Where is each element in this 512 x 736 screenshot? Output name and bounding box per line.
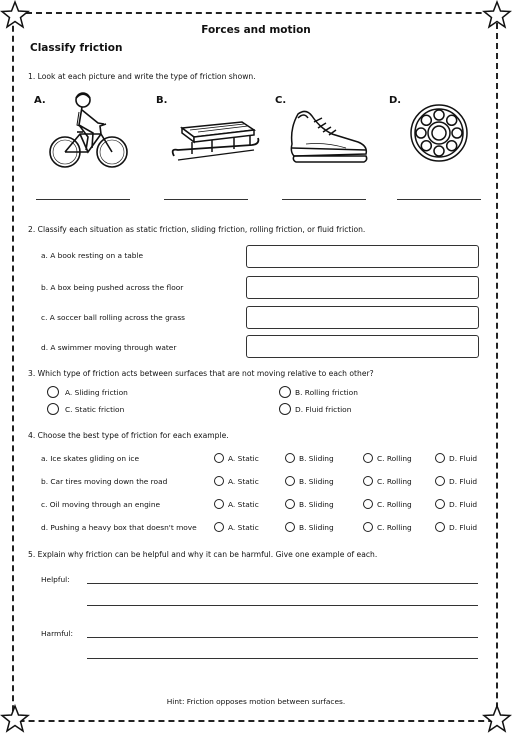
q4-c-radio-static[interactable]: [214, 499, 224, 509]
harmful-label: Harmful:: [41, 629, 74, 638]
q4-choice-label: C. Rolling: [377, 477, 412, 486]
q3-option-c: C. Static friction: [65, 405, 125, 414]
question-2-prompt: 2. Classify each situation as static friction, sliding friction, rolling friction, or fluid friction.: [28, 225, 366, 234]
q4-choice-label: A. Static: [228, 523, 259, 532]
q3-radio-c[interactable]: [47, 403, 59, 415]
q4-b-radio-static[interactable]: [214, 476, 224, 486]
q4-item-d: d. Pushing a heavy box that doesn't move: [41, 523, 197, 532]
q4-d-radio-fluid[interactable]: [435, 522, 445, 532]
q3-radio-a[interactable]: [47, 386, 59, 398]
q4-a-radio-fluid[interactable]: [435, 453, 445, 463]
q3-option-d: D. Fluid friction: [295, 405, 352, 414]
q4-choice-label: C. Rolling: [377, 454, 412, 463]
q4-a-radio-sliding[interactable]: [285, 453, 295, 463]
q2-answer-box-c[interactable]: [246, 306, 479, 329]
harmful-answer-line-2[interactable]: [87, 658, 478, 659]
q4-choice-label: C. Rolling: [377, 500, 412, 509]
q2-answer-box-a[interactable]: [246, 245, 479, 268]
answer-line-c[interactable]: [282, 199, 366, 200]
helpful-answer-line-2[interactable]: [87, 605, 478, 606]
q4-choice-label: A. Static: [228, 454, 259, 463]
q4-choice-label: A. Static: [228, 500, 259, 509]
sneaker-icon: [286, 104, 372, 166]
harmful-answer-line-1[interactable]: [87, 637, 478, 638]
answer-line-d[interactable]: [397, 199, 481, 200]
q4-a-radio-static[interactable]: [214, 453, 224, 463]
question-3-prompt: 3. Which type of friction acts between surfaces that are not moving relative to each other?: [28, 369, 374, 378]
question-1-prompt: 1. Look at each picture and write the type of friction shown.: [28, 72, 256, 81]
q4-item-b: b. Car tires moving down the road: [41, 477, 168, 486]
q3-radio-d[interactable]: [279, 403, 291, 415]
helpful-label: Helpful:: [41, 575, 70, 584]
picture-letter-d: D.: [389, 95, 402, 106]
q4-d-radio-rolling[interactable]: [363, 522, 373, 532]
star-icon: [482, 704, 512, 734]
q2-answer-box-d[interactable]: [246, 335, 479, 358]
q4-choice-label: B. Sliding: [299, 477, 334, 486]
q3-radio-b[interactable]: [279, 386, 291, 398]
q4-choice-label: B. Sliding: [299, 500, 334, 509]
q4-d-radio-sliding[interactable]: [285, 522, 295, 532]
star-icon: [0, 704, 30, 734]
q4-choice-label: A. Static: [228, 477, 259, 486]
q4-choice-label: D. Fluid: [449, 523, 478, 532]
helpful-answer-line-1[interactable]: [87, 583, 478, 584]
question-4-prompt: 4. Choose the best type of friction for each example.: [28, 431, 229, 440]
q4-c-radio-sliding[interactable]: [285, 499, 295, 509]
q2-answer-box-b[interactable]: [246, 276, 479, 299]
q4-c-radio-fluid[interactable]: [435, 499, 445, 509]
ball-bearing-icon: [408, 102, 470, 164]
picture-letter-b: B.: [156, 95, 168, 106]
picture-letter-a: A.: [34, 95, 46, 106]
page-title: Forces and motion: [201, 24, 311, 36]
q4-a-radio-rolling[interactable]: [363, 453, 373, 463]
footer-hint: Hint: Friction opposes motion between surfaces.: [166, 697, 346, 706]
q2-item-d: d. A swimmer moving through water: [41, 343, 177, 352]
q4-d-radio-static[interactable]: [214, 522, 224, 532]
q4-c-radio-rolling[interactable]: [363, 499, 373, 509]
q4-b-radio-rolling[interactable]: [363, 476, 373, 486]
picture-letter-c: C.: [275, 95, 287, 106]
bicycle-rider-icon: [46, 90, 132, 172]
sled-icon: [168, 118, 260, 166]
q4-choice-label: D. Fluid: [449, 454, 478, 463]
q3-option-a: A. Sliding friction: [65, 388, 128, 397]
q4-choice-label: B. Sliding: [299, 523, 334, 532]
worksheet-subtitle: Classify friction: [30, 42, 123, 54]
q4-choice-label: D. Fluid: [449, 477, 478, 486]
q4-choice-label: B. Sliding: [299, 454, 334, 463]
q4-b-radio-fluid[interactable]: [435, 476, 445, 486]
answer-line-b[interactable]: [164, 199, 248, 200]
q3-option-b: B. Rolling friction: [295, 388, 358, 397]
q4-item-a: a. Ice skates gliding on ice: [41, 454, 140, 463]
q4-b-radio-sliding[interactable]: [285, 476, 295, 486]
q4-choice-label: D. Fluid: [449, 500, 478, 509]
q2-item-c: c. A soccer ball rolling across the grass: [41, 313, 186, 322]
q4-choice-label: C. Rolling: [377, 523, 412, 532]
q2-item-b: b. A box being pushed across the floor: [41, 283, 184, 292]
q2-item-a: a. A book resting on a table: [41, 251, 144, 260]
question-5-prompt: 5. Explain why friction can be helpful and why it can be harmful. Give one example of each.: [28, 550, 378, 559]
answer-line-a[interactable]: [36, 199, 130, 200]
q4-item-c: c. Oil moving through an engine: [41, 500, 161, 509]
